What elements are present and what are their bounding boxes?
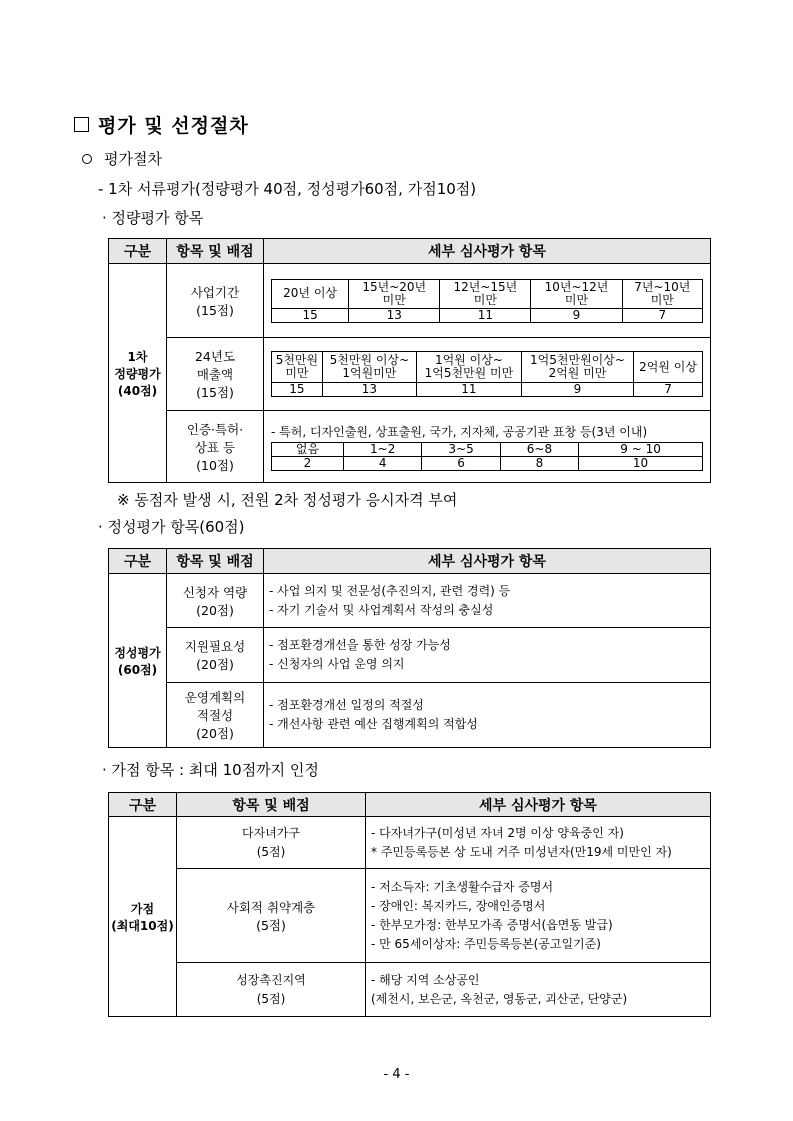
bonus-table xyxy=(108,792,711,1017)
period-score: 9 xyxy=(531,308,622,322)
revenue-cat: 1억5천만원이상~ 2억원 미만 xyxy=(521,352,633,383)
header-item: 항목 및 배점 xyxy=(167,549,264,574)
revenue-subtable xyxy=(271,351,703,397)
period-score: 13 xyxy=(349,308,440,322)
header-detail: 세부 심사평가 항목 xyxy=(264,549,711,574)
qual-heading: · 정성평가 항목(60점) xyxy=(98,518,245,536)
sub-title xyxy=(82,148,162,169)
quant-item-revenue: 24년도 매출액 (15점) xyxy=(167,338,264,411)
sub-title-text: 평가절차 xyxy=(104,150,162,168)
period-cat: 12년~15년 미만 xyxy=(440,279,531,308)
qual-table xyxy=(108,548,711,748)
bonus-group: 가점 (최대10점) xyxy=(109,817,177,1017)
cert-score: 6 xyxy=(422,456,500,470)
cert-score: 4 xyxy=(344,456,422,470)
qual-group: 정성평가 (60점) xyxy=(109,574,167,748)
revenue-cat: 5천만원 이상~ 1억원미만 xyxy=(322,352,416,383)
revenue-cat: 2억원 이상 xyxy=(634,352,703,383)
quant-item-period: 사업기간 (15점) xyxy=(167,264,264,338)
period-cat: 20년 이상 xyxy=(272,279,349,308)
quant-heading: · 정량평가 항목 xyxy=(102,209,204,227)
cert-cat: 1~2 xyxy=(344,442,422,456)
revenue-score: 9 xyxy=(521,383,633,397)
cert-cat: 6~8 xyxy=(500,442,578,456)
qual-detail: - 사업 의지 및 전문성(추진의지, 관련 경력) 등 - 자기 기술서 및 사업계획서 작성의 충실성 xyxy=(264,574,711,628)
cert-subtable xyxy=(271,442,703,471)
period-cat: 7년~10년 미만 xyxy=(622,279,702,308)
period-score: 15 xyxy=(272,308,349,322)
cert-score: 10 xyxy=(579,456,703,470)
header-item: 항목 및 배점 xyxy=(167,239,264,264)
step1-text: - 1차 서류평가(정량평가 40점, 정성평가60점, 가점10점) xyxy=(98,180,477,198)
bonus-detail: - 다자녀가구(미성년 자녀 2명 이상 양육중인 자) * 주민등록등본 상 도내 거주 미성년자(만19세 미만인 자) xyxy=(366,817,711,869)
bonus-item: 사회적 취약계층 (5점) xyxy=(177,869,366,963)
section-title xyxy=(74,111,249,138)
qual-item: 신청자 역량 (20점) xyxy=(167,574,264,628)
bonus-item: 성장촉진지역 (5점) xyxy=(177,963,366,1017)
page-number: - 4 - xyxy=(383,1067,410,1082)
revenue-score: 15 xyxy=(272,383,323,397)
cert-cat: 3~5 xyxy=(422,442,500,456)
bonus-item: 다자녀가구 (5점) xyxy=(177,817,366,869)
qual-detail: - 점포환경개선 일정의 적절성 - 개선사항 관련 예산 집행계획의 적합성 xyxy=(264,683,711,748)
quant-table xyxy=(108,238,711,483)
tie-note: ※ 동점자 발생 시, 전원 2차 정성평가 응시자격 부여 xyxy=(117,491,458,509)
header-item: 항목 및 배점 xyxy=(177,793,366,817)
quant-detail-revenue xyxy=(264,338,711,411)
qual-item: 지원필요성 (20점) xyxy=(167,628,264,683)
cert-cat: 9 ~ 10 xyxy=(579,442,703,456)
period-cat: 10년~12년 미만 xyxy=(531,279,622,308)
period-score: 11 xyxy=(440,308,531,322)
cert-cat: 없음 xyxy=(272,442,344,456)
revenue-cat: 1억원 이상~ 1억5천만원 미만 xyxy=(416,352,521,383)
cert-score: 2 xyxy=(272,456,344,470)
bonus-detail: - 해당 지역 소상공인 (제천시, 보은군, 옥천군, 영동군, 괴산군, 단양군) xyxy=(366,963,711,1017)
revenue-score: 11 xyxy=(416,383,521,397)
header-category: 구분 xyxy=(109,793,177,817)
period-score: 7 xyxy=(622,308,702,322)
cert-score: 8 xyxy=(500,456,578,470)
checkbox-square-icon xyxy=(74,117,89,132)
revenue-cat: 5천만원 미만 xyxy=(272,352,323,383)
circle-bullet-icon xyxy=(82,154,92,164)
period-subtable xyxy=(271,279,703,323)
cert-desc: - 특허, 디자인출원, 상표출원, 국가, 지자체, 공공기관 표창 등(3년 이내) xyxy=(271,424,648,439)
quant-item-cert: 인증·특허· 상표 등 (10점) xyxy=(167,411,264,483)
quant-detail-cert xyxy=(264,411,711,483)
period-cat: 15년~20년 미만 xyxy=(349,279,440,308)
header-category: 구분 xyxy=(109,239,167,264)
bonus-detail: - 저소득자: 기초생활수급자 증명서 - 장애인: 복지카드, 장애인증명서 - 한부모가정: 한부모가족 증명서(읍면동 발급) - 만 65세이상자: 주민등록등본(공고일기준) xyxy=(366,869,711,963)
revenue-score: 7 xyxy=(634,383,703,397)
header-category: 구분 xyxy=(109,549,167,574)
section-title-text: 평가 및 선정절차 xyxy=(98,115,249,137)
bonus-heading: · 가점 항목 : 최대 10점까지 인정 xyxy=(102,761,319,779)
qual-item: 운영계획의 적절성 (20점) xyxy=(167,683,264,748)
quant-detail-period xyxy=(264,264,711,338)
header-detail: 세부 심사평가 항목 xyxy=(264,239,711,264)
header-detail: 세부 심사평가 항목 xyxy=(366,793,711,817)
quant-group: 1차 정량평가 (40점) xyxy=(109,264,167,483)
revenue-score: 13 xyxy=(322,383,416,397)
qual-detail: - 점포환경개선을 통한 성장 가능성 - 신청자의 사업 운영 의지 xyxy=(264,628,711,683)
